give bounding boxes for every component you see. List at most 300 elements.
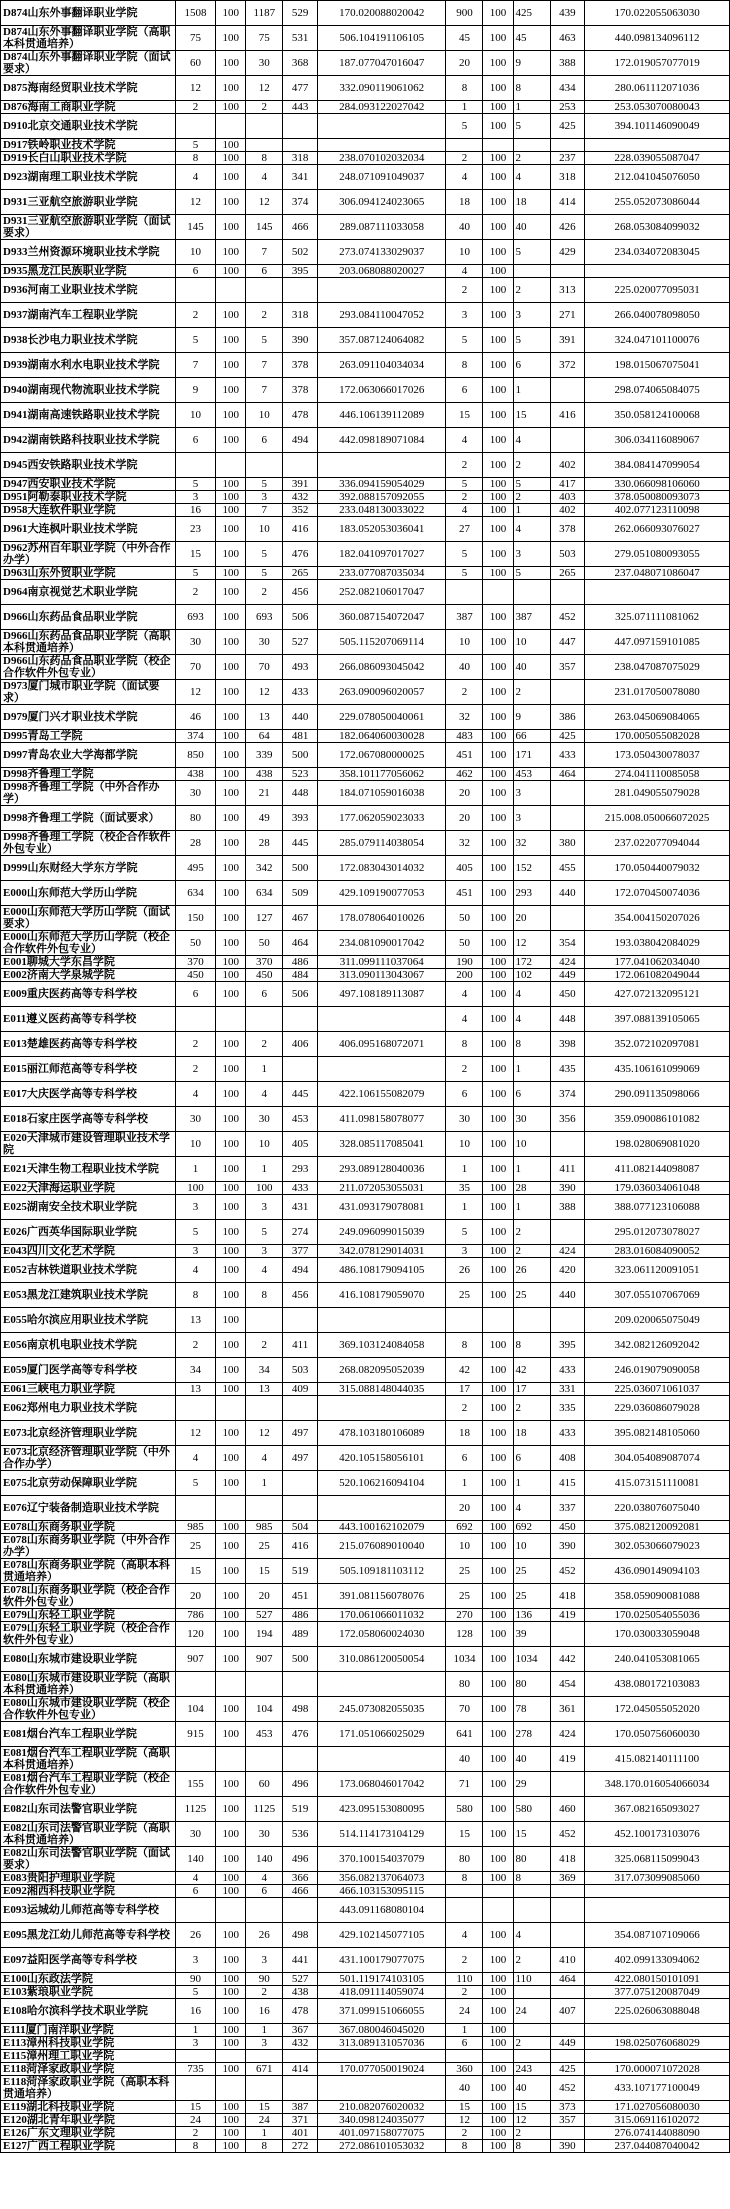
value-cell: 390	[550, 1534, 585, 1559]
value-cell: 30	[175, 781, 216, 806]
value-cell: 6	[246, 982, 283, 1007]
value-cell: 415.073151110081	[585, 1471, 730, 1496]
table-row	[1, 51, 730, 76]
value-cell: 40	[513, 655, 550, 680]
value-cell: 6	[513, 1446, 550, 1471]
table-row	[1, 2140, 730, 2153]
value-cell: 8	[446, 353, 483, 378]
value-cell: 50	[175, 931, 216, 956]
value-cell: 1	[513, 1057, 550, 1082]
value-cell: 419	[550, 1747, 585, 1772]
value-cell: 1	[513, 378, 550, 403]
value-cell: 20	[446, 51, 483, 76]
value-cell	[216, 114, 246, 139]
value-cell: 501.119174103105	[318, 1973, 446, 1986]
value-cell: 100	[483, 730, 513, 743]
value-cell: 486.108179094105	[318, 1258, 446, 1283]
value-cell: 433	[283, 1182, 318, 1195]
value-cell	[513, 1986, 550, 1999]
school-name-cell: E021天津生物工程职业技术学院	[1, 1157, 176, 1182]
value-cell: 100	[216, 1308, 246, 1333]
value-cell: 100	[216, 1885, 246, 1898]
value-cell: 100	[483, 567, 513, 580]
value-cell: 302.053066079023	[585, 1534, 730, 1559]
school-name-cell: D937湖南汽车工程职业学院	[1, 303, 176, 328]
value-cell: 15	[446, 403, 483, 428]
value-cell	[175, 1747, 216, 1772]
value-cell: 692	[446, 1521, 483, 1534]
value-cell: 10	[446, 240, 483, 265]
value-cell	[483, 2050, 513, 2063]
value-cell: 4	[246, 1258, 283, 1283]
value-cell: 4	[175, 165, 216, 190]
value-cell: 395	[283, 265, 318, 278]
value-cell: 527	[283, 1973, 318, 1986]
value-cell: 15	[513, 403, 550, 428]
value-cell	[318, 1057, 446, 1082]
school-name-cell: D931三亚航空旅游职业学院（面试要求）	[1, 215, 176, 240]
school-name-cell: E080山东城市建设职业学院	[1, 1647, 176, 1672]
value-cell: 10	[513, 1534, 550, 1559]
value-cell	[283, 1496, 318, 1521]
value-cell: 100	[483, 190, 513, 215]
value-cell: 5	[446, 1220, 483, 1245]
value-cell: 431.100179077075	[318, 1948, 446, 1973]
value-cell	[550, 1986, 585, 1999]
value-cell	[318, 2076, 446, 2101]
value-cell: 80	[446, 1672, 483, 1697]
value-cell: 440	[283, 705, 318, 730]
value-cell	[283, 453, 318, 478]
value-cell: 100	[216, 428, 246, 453]
value-cell: 18	[446, 190, 483, 215]
value-cell: 481	[283, 730, 318, 743]
value-cell: 100	[483, 768, 513, 781]
value-cell: 100	[216, 1986, 246, 1999]
table-row	[1, 1283, 730, 1308]
value-cell: 127	[246, 906, 283, 931]
value-cell: 75	[175, 26, 216, 51]
value-cell	[483, 1898, 513, 1923]
value-cell: 253	[550, 101, 585, 114]
value-cell: 411.098158078077	[318, 1107, 446, 1132]
value-cell: 172.063066017026	[318, 378, 446, 403]
value-cell: 10	[175, 240, 216, 265]
value-cell: 452	[550, 1559, 585, 1584]
value-cell: 100	[216, 856, 246, 881]
value-cell: 100	[483, 1609, 513, 1622]
value-cell: 252.082106017047	[318, 580, 446, 605]
school-name-cell: E061三峡电力职业学院	[1, 1383, 176, 1396]
value-cell: 464	[283, 931, 318, 956]
value-cell: 30	[446, 1107, 483, 1132]
value-cell: 100	[483, 1032, 513, 1057]
value-cell: 15	[513, 1822, 550, 1847]
value-cell	[216, 2050, 246, 2063]
value-cell: 3	[175, 2037, 216, 2050]
value-cell: 24	[513, 1999, 550, 2024]
value-cell: 406.095168072071	[318, 1032, 446, 1057]
value-cell: 265	[550, 567, 585, 580]
school-name-cell: D931三亚航空旅游职业学院	[1, 190, 176, 215]
value-cell: 418.091114059074	[318, 1986, 446, 1999]
value-cell: 187.077047016047	[318, 51, 446, 76]
value-cell: 100	[483, 453, 513, 478]
school-name-cell: E108哈尔滨科学技术职业学院	[1, 1999, 176, 2024]
value-cell: 100	[175, 1182, 216, 1195]
value-cell: 6	[446, 2037, 483, 2050]
table-row	[1, 2024, 730, 2037]
value-cell: 10	[246, 403, 283, 428]
value-cell: 1	[246, 1157, 283, 1182]
value-cell	[550, 1885, 585, 1898]
value-cell: 478	[283, 403, 318, 428]
value-cell: 393	[283, 806, 318, 831]
value-cell: 46	[175, 705, 216, 730]
value-cell: 100	[483, 1396, 513, 1421]
school-name-cell: E115漳州理工职业学院	[1, 2050, 176, 2063]
value-cell: 100	[483, 680, 513, 705]
value-cell: 265	[283, 567, 318, 580]
value-cell	[550, 1220, 585, 1245]
value-cell: 25	[513, 1559, 550, 1584]
value-cell: 100	[216, 1847, 246, 1872]
value-cell: 387	[513, 605, 550, 630]
value-cell: 30	[513, 1107, 550, 1132]
value-cell: 100	[483, 906, 513, 931]
value-cell: 20	[446, 781, 483, 806]
value-cell: 2	[513, 491, 550, 504]
table-row	[1, 278, 730, 303]
table-row	[1, 2063, 730, 2076]
value-cell	[318, 1007, 446, 1032]
value-cell: 50	[246, 931, 283, 956]
school-name-cell: E020天津城市建设管理职业技术学院	[1, 1132, 176, 1157]
value-cell: 386	[550, 705, 585, 730]
value-cell: 406	[283, 1032, 318, 1057]
school-name-cell: D941湖南高速铁路职业技术学院	[1, 403, 176, 428]
value-cell: 453	[513, 768, 550, 781]
value-cell: 456	[283, 580, 318, 605]
value-cell: 173.050430078037	[585, 743, 730, 768]
value-cell: 438	[246, 768, 283, 781]
value-cell: 100	[216, 240, 246, 265]
value-cell: 293	[513, 881, 550, 906]
value-cell: 100	[483, 1107, 513, 1132]
value-cell: 49	[246, 806, 283, 831]
table-row	[1, 1898, 730, 1923]
value-cell: 198.028069081020	[585, 1132, 730, 1157]
value-cell: 262.066093076027	[585, 517, 730, 542]
value-cell: 182.064060030028	[318, 730, 446, 743]
value-cell: 313.089131057036	[318, 2037, 446, 2050]
value-cell: 298.074065084075	[585, 378, 730, 403]
value-cell: 388	[550, 1195, 585, 1220]
value-cell: 2	[513, 152, 550, 165]
school-name-cell: E113漳州科技职业学院	[1, 2037, 176, 2050]
table-row	[1, 906, 730, 931]
value-cell: 100	[483, 969, 513, 982]
value-cell: 100	[483, 1358, 513, 1383]
table-row	[1, 1107, 730, 1132]
value-cell: 34	[175, 1358, 216, 1383]
value-cell: 342.082126092042	[585, 1333, 730, 1358]
value-cell: 2	[246, 1333, 283, 1358]
value-cell: 32	[446, 831, 483, 856]
value-cell	[216, 1898, 246, 1923]
value-cell: 340.098124035077	[318, 2114, 446, 2127]
value-cell: 497	[283, 1421, 318, 1446]
value-cell: 500	[283, 856, 318, 881]
value-cell: 100	[216, 1245, 246, 1258]
value-cell: 394.101146090049	[585, 114, 730, 139]
school-name-cell: E127广西工程职业学院	[1, 2140, 176, 2153]
value-cell: 100	[216, 2140, 246, 2153]
value-cell	[283, 1007, 318, 1032]
value-cell: 2	[513, 453, 550, 478]
value-cell: 336.094159054029	[318, 478, 446, 491]
table-row	[1, 491, 730, 504]
school-name-cell: E075北京劳动保障职业学院	[1, 1471, 176, 1496]
value-cell: 5	[513, 114, 550, 139]
value-cell: 358.101177056062	[318, 768, 446, 781]
value-cell: 240.041053081065	[585, 1647, 730, 1672]
table-row	[1, 1534, 730, 1559]
school-name-cell: D945西安铁路职业技术学院	[1, 453, 176, 478]
value-cell: 90	[246, 1973, 283, 1986]
value-cell: 120	[175, 1622, 216, 1647]
value-cell: 3	[246, 1948, 283, 1973]
table-row	[1, 1847, 730, 1872]
value-cell: 451	[446, 881, 483, 906]
value-cell: 2	[446, 1057, 483, 1082]
value-cell: 152	[513, 856, 550, 881]
value-cell: 2	[513, 2037, 550, 2050]
value-cell: 498	[283, 1923, 318, 1948]
school-name-cell: D973厦门城市职业学院（面试要求）	[1, 680, 176, 705]
value-cell: 671	[246, 2063, 283, 2076]
table-row	[1, 1797, 730, 1822]
value-cell: 237.022077094044	[585, 831, 730, 856]
value-cell: 295.012073078027	[585, 1220, 730, 1245]
table-row	[1, 428, 730, 453]
value-cell: 318	[283, 152, 318, 165]
value-cell: 12	[175, 76, 216, 101]
value-cell: 15	[175, 542, 216, 567]
school-name-cell: D995青岛工学院	[1, 730, 176, 743]
value-cell: 390	[550, 1182, 585, 1195]
value-cell: 580	[513, 1797, 550, 1822]
value-cell: 1034	[513, 1647, 550, 1672]
value-cell: 100	[216, 1584, 246, 1609]
school-name-cell: D935黑龙江民族职业学院	[1, 265, 176, 278]
value-cell	[446, 1308, 483, 1333]
value-cell: 10	[446, 1534, 483, 1559]
value-cell: 7	[246, 353, 283, 378]
value-cell: 172.067080000025	[318, 743, 446, 768]
value-cell	[446, 580, 483, 605]
value-cell	[283, 1672, 318, 1697]
value-cell	[175, 278, 216, 303]
value-cell: 100	[216, 1358, 246, 1383]
value-cell: 100	[483, 378, 513, 403]
school-name-cell: E000山东师范大学历山学院（面试要求）	[1, 906, 176, 931]
value-cell: 456	[283, 1283, 318, 1308]
value-cell: 423.095153080095	[318, 1797, 446, 1822]
value-cell: 26	[246, 1923, 283, 1948]
value-cell: 357	[550, 655, 585, 680]
value-cell: 915	[175, 1722, 216, 1747]
value-cell: 30	[175, 1107, 216, 1132]
value-cell: 280.061112071036	[585, 76, 730, 101]
value-cell: 313	[550, 278, 585, 303]
value-cell: 5	[246, 542, 283, 567]
value-cell	[550, 139, 585, 152]
value-cell: 495	[175, 856, 216, 881]
school-name-cell: E119湖北科技职业学院	[1, 2101, 176, 2114]
table-row	[1, 1446, 730, 1471]
value-cell: 425	[550, 730, 585, 743]
value-cell: 359.090086101082	[585, 1107, 730, 1132]
school-name-cell: E097益阳医学高等专科学校	[1, 1948, 176, 1973]
value-cell: 433	[283, 680, 318, 705]
value-cell: 246.019079090058	[585, 1358, 730, 1383]
value-cell: 411	[283, 1333, 318, 1358]
value-cell: 506	[283, 982, 318, 1007]
value-cell: 100	[216, 1923, 246, 1948]
value-cell: 443	[283, 101, 318, 114]
value-cell	[550, 378, 585, 403]
table-row	[1, 517, 730, 542]
value-cell: 9	[513, 51, 550, 76]
value-cell: 30	[175, 1822, 216, 1847]
value-cell: 255.052073086044	[585, 190, 730, 215]
value-cell	[550, 806, 585, 831]
value-cell: 7	[246, 504, 283, 517]
value-cell	[216, 1672, 246, 1697]
value-cell: 30	[246, 1107, 283, 1132]
value-cell: 225.020077095031	[585, 278, 730, 303]
school-name-cell: E081烟台汽车工程职业学院	[1, 1722, 176, 1747]
table-row	[1, 931, 730, 956]
value-cell: 477	[283, 76, 318, 101]
value-cell: 483	[446, 730, 483, 743]
value-cell: 100	[216, 906, 246, 931]
value-cell: 315.069116102072	[585, 2114, 730, 2127]
value-cell: 476	[283, 542, 318, 567]
value-cell	[175, 1396, 216, 1421]
value-cell: 497	[283, 1446, 318, 1471]
value-cell: 18	[513, 190, 550, 215]
value-cell: 10	[513, 630, 550, 655]
value-cell: 440	[550, 1283, 585, 1308]
value-cell: 104	[246, 1697, 283, 1722]
value-cell: 357.087124064082	[318, 328, 446, 353]
value-cell: 229.078050040061	[318, 705, 446, 730]
value-cell: 358.059090081088	[585, 1584, 730, 1609]
value-cell: 438	[175, 768, 216, 781]
value-cell: 70	[446, 1697, 483, 1722]
value-cell: 78	[513, 1697, 550, 1722]
value-cell: 100	[216, 1195, 246, 1220]
value-cell: 26	[513, 1258, 550, 1283]
value-cell: 369.103124084058	[318, 1333, 446, 1358]
value-cell: 398	[550, 1032, 585, 1057]
value-cell	[283, 1747, 318, 1772]
value-cell: 384.084147099054	[585, 453, 730, 478]
value-cell: 100	[216, 1032, 246, 1057]
value-cell: 100	[216, 1283, 246, 1308]
school-name-cell: D938长沙电力职业技术学院	[1, 328, 176, 353]
school-name-cell: E078山东商务职业学院（中外合作办学）	[1, 1534, 176, 1559]
value-cell: 234.081090017042	[318, 931, 446, 956]
value-cell: 29	[513, 1772, 550, 1797]
school-name-cell: D923湖南理工职业技术学院	[1, 165, 176, 190]
value-cell	[175, 2050, 216, 2063]
table-row	[1, 1872, 730, 1885]
table-row	[1, 831, 730, 856]
value-cell: 100	[483, 881, 513, 906]
school-name-cell: E083贵阳护理职业学院	[1, 1872, 176, 1885]
value-cell: 100	[216, 806, 246, 831]
value-cell: 433	[550, 743, 585, 768]
value-cell: 45	[513, 26, 550, 51]
value-cell: 25	[446, 1559, 483, 1584]
value-cell: 170.030033059048	[585, 1622, 730, 1647]
value-cell: 356.082137064073	[318, 1872, 446, 1885]
value-cell: 2	[246, 303, 283, 328]
value-cell	[246, 1007, 283, 1032]
value-cell: 850	[175, 743, 216, 768]
value-cell	[318, 2050, 446, 2063]
value-cell: 354.004150207026	[585, 906, 730, 931]
value-cell: 985	[246, 1521, 283, 1534]
value-cell: 211.072053055031	[318, 1182, 446, 1195]
value-cell: 8	[513, 1333, 550, 1358]
value-cell: 2	[513, 1220, 550, 1245]
value-cell: 493	[283, 655, 318, 680]
school-name-cell: E002济南大学泉城学院	[1, 969, 176, 982]
value-cell	[318, 139, 446, 152]
value-cell: 324.047101100076	[585, 328, 730, 353]
value-cell: 10	[175, 1132, 216, 1157]
value-cell: 100	[483, 2140, 513, 2153]
value-cell: 100	[216, 1383, 246, 1396]
table-row	[1, 1973, 730, 1986]
value-cell	[318, 1672, 446, 1697]
value-cell: 306.094124023065	[318, 190, 446, 215]
value-cell: 452	[550, 1822, 585, 1847]
value-cell: 6	[246, 265, 283, 278]
school-name-cell: E017大庆医学高等专科学校	[1, 1082, 176, 1107]
value-cell: 424	[550, 1722, 585, 1747]
value-cell: 198.025076068029	[585, 2037, 730, 2050]
value-cell: 4	[513, 1923, 550, 1948]
value-cell: 1125	[246, 1797, 283, 1822]
value-cell: 40	[513, 215, 550, 240]
value-cell: 225.036071061037	[585, 1383, 730, 1396]
value-cell: 12	[246, 1421, 283, 1446]
value-cell: 434	[550, 76, 585, 101]
value-cell: 100	[483, 1584, 513, 1609]
value-cell: 150	[175, 906, 216, 931]
value-cell	[550, 906, 585, 931]
value-cell: 494	[283, 1258, 318, 1283]
value-cell: 30	[246, 630, 283, 655]
school-name-cell: E080山东城市建设职业学院（校企合作软件外包专业）	[1, 1697, 176, 1722]
value-cell: 452	[550, 2076, 585, 2101]
value-cell: 26	[446, 1258, 483, 1283]
